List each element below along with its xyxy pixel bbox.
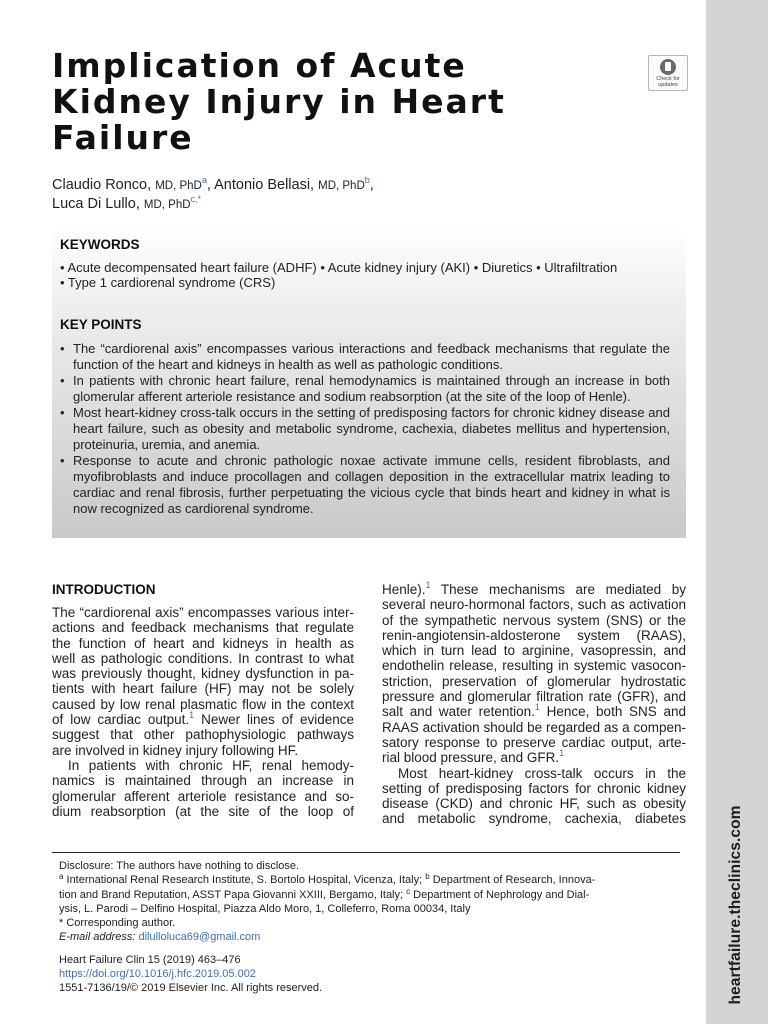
title-line-2: Kidney Injury in Heart [52,82,506,121]
text-line: was previously thought, kidney dysfunction in pa- [52,666,354,682]
text-line: are involved in kidney injury following HF. [52,742,299,758]
text-line: pressure and glomerular filtration rate (GFR), and [382,689,686,705]
affiliation-line: ysis, L. Parodi – Delfino Hospital, Piazza Aldo Moro, 1, Colleferro, Roma 00034, Italy [59,902,471,915]
text-line: of the sympathetic nervous system (SNS) or the [382,612,686,628]
doi-link[interactable]: https://doi.org/10.1016/j.hfc.2019.05.002 [59,968,256,980]
text-line: In patients with chronic HF, renal hemody- [68,757,354,773]
text-line: Henle).$^1$ These mechanisms are mediated by [382,580,686,597]
affiliation-line: $^a$ International Renal Research Institute, S. Bortolo Hospital, Vicenza, Italy; $^b$ Department of Research, Innova- [59,872,596,887]
keywords-heading: KEYWORDS [60,237,140,252]
section-heading-introduction: INTRODUCTION [52,582,156,597]
footnote-divider [52,852,680,853]
key-point-item: • The “cardiorenal axis” encompasses various interactions and feedback mechanisms that regulate the function of the heart and kidneys in health as well as pathologic conditions. [60,341,670,373]
text-line: satory response to preserve cardiac output, arte- [382,734,686,750]
email-link[interactable]: dilulloluca69@gmail.com [138,931,261,944]
author-credentials: MD, PhD [318,180,365,192]
copyright-line: 1551-7136/19/© 2019 Elsevier Inc. All rights reserved. [59,982,323,994]
text-line: tients with heart failure (HF) may not be solely [52,681,354,697]
title-line-1: Implication of Acute [52,46,467,85]
text-line: disease (CKD) and chronic HF, such as obesity [382,796,686,812]
reference-link[interactable]: 1 [534,702,540,713]
text-line: caused by low renal plasmatic flow in the context [52,696,354,712]
text-line: the function of heart and kidneys in health as [52,635,354,651]
text-line: actions and feedback mechanisms that regulate [52,620,354,636]
key-points-heading: KEY POINTS [60,317,142,332]
author-list: Claudio Ronco, MD, PhD$^a$, Antonio Bellasi, MD, PhD$^b$, Luca Di Lullo, MD, PhD$^{c,*}$ [52,175,374,212]
author-name: Antonio Bellasi, [214,177,315,193]
keywords-line-1: • Acute decompensated heart failure (ADHF) • Acute kidney injury (AKI) • Diuretics • Ultrafiltration [60,260,618,275]
author-name: Luca Di Lullo, [52,196,140,212]
bookmark-circle-icon [660,59,676,75]
badge-label-line1: Check for [656,76,680,82]
check-for-updates-badge[interactable] [648,55,688,91]
email-line [59,930,689,944]
text-line: namics is maintained through an increase in [52,773,354,789]
affiliation-marker[interactable]: a [201,175,207,185]
journal-url-vertical[interactable]: heartfailure.theclinics.com [727,805,744,1005]
text-line: The “cardiorenal axis” encompasses various inter- [52,605,354,620]
key-point-item: • In patients with chronic heart failure, renal hemodynamics is maintained through an increase in both glomerular afferent arteriole resistance and sodium reabsorption (at the site of the loop of Henle). [60,373,670,405]
author-credentials: MD, PhD [155,180,202,192]
author-name: Claudio Ronco, [52,177,152,193]
text-line: glomerular afferent arteriole resistance and so- [52,788,354,804]
affiliation-marker[interactable]: c,* [190,194,202,204]
key-point-item: • Response to acute and chronic pathologic noxae activate immune cells, resident fibroblasts, and myofibroblasts and induce procollagen and collagen deposition in the extracellular matrix leading to cardiac and renal fibrosis, further perpetuating the vicious cycle that binds heart and kidney in what is now recognized as cardiorenal syndrome. [60,453,670,517]
text-line: rial blood pressure, and GFR.$^1$ [382,748,565,766]
key-point-item: • Most heart-kidney cross-talk occurs in the setting of predisposing factors for chronic kidney disease and heart failure, such as obesity and metabolic syndrome, cachexia, diabetes mellitus and hypertension, proteinuria, uremia, and anemia. [60,405,670,453]
corresponding-author-note: * Corresponding author. [59,917,176,930]
badge-label-line2: updates [658,82,678,88]
text-line: Most heart-kidney cross-talk occurs in the [398,765,686,781]
text-line: endothelin release, resulting in systemic vasocon- [382,658,686,674]
reference-link[interactable]: 1 [425,580,431,590]
text-line: striction, preservation of glomerular hydrostatic [382,673,686,689]
text-line: RAAS activation should be regarded as a compen- [382,719,686,735]
text-line: suggest that other pathophysiologic pathways [52,727,354,743]
title-line-3: Failure [52,118,194,157]
journal-citation: Heart Failure Clin 15 (2019) 463–476 [59,954,241,966]
text-line: renin-angiotensin-aldosterone system (RAAS), [382,627,686,643]
text-line: several neuro-hormonal factors, such as activation [382,597,686,613]
intro-column-right [382,582,686,827]
keywords-line-2: • Type 1 cardiorenal syndrome (CRS) [60,275,276,290]
text-line: which in turn lead to arginine, vasopressin, and [382,643,686,659]
author-credentials: MD, PhD [143,199,191,211]
text-line: setting of predisposing factors for chronic kidney [382,780,686,796]
text-line: well as pathologic conditions. In contrast to what [52,650,354,666]
article-title [52,48,572,156]
footnotes [59,859,689,945]
email-label: E-mail address: [59,931,136,944]
text-line: salt and water retention.$^1$ Hence, both SNS and [382,702,686,720]
intro-column-left [52,605,354,819]
disclosure-note: Disclosure: The authors have nothing to disclose. [59,860,300,872]
citation-block [59,953,322,995]
affiliation-marker[interactable]: b [364,175,370,185]
text-line: of low cardiac output.$^1$ Newer lines of evidence [52,710,354,728]
text-line: and metabolic syndrome, cachexia, diabetes [382,811,686,827]
affiliation-line: tion and Brand Reputation, ASST Papa Giovanni XXIII, Bergamo, Italy; $^c$ Department of Nephrology and Dial- [59,886,590,901]
reference-link[interactable]: 1 [559,748,565,759]
key-points-list [60,341,670,517]
text-line: dium reabsorption (at the site of the loop of [52,803,354,819]
reference-link[interactable]: 1 [189,710,195,721]
